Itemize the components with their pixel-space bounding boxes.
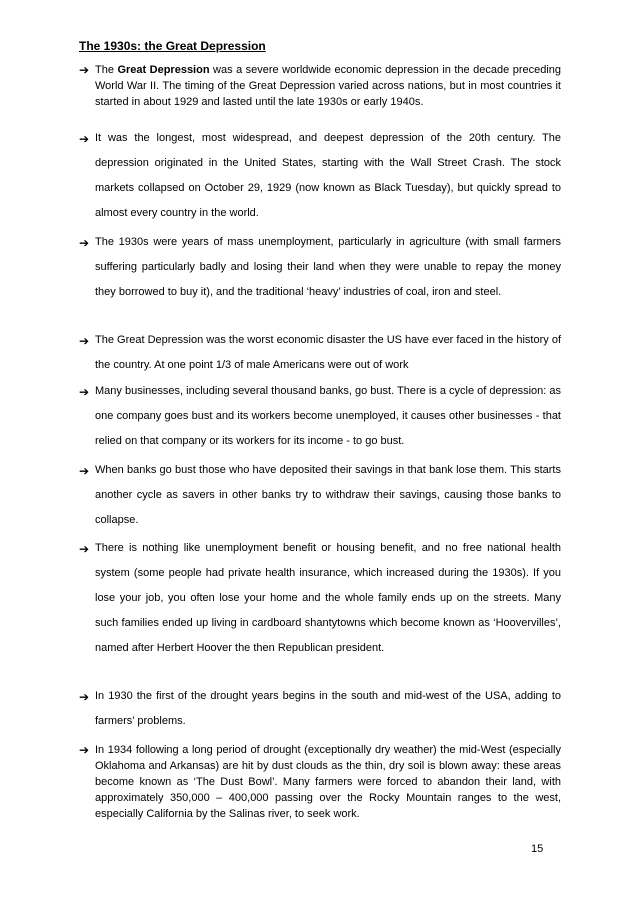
bold-term: Great Depression: [117, 64, 210, 76]
bullet-text: In 1930 the first of the drought years begins in the south and mid-west of the USA, adding to farmers’ problems.: [95, 690, 561, 727]
page-title: The 1930s: the Great Depression: [79, 39, 266, 53]
page-number: 15: [531, 843, 544, 855]
bullet-item-4: [79, 333, 561, 378]
bullet-item-2: [79, 131, 561, 226]
arrow-icon: ➔: [79, 132, 90, 146]
bullet-text: The 1930s were years of mass unemployment, particularly in agriculture (with small farmers suffering particularly badly and losing their land when they were unable to repay the money they borrowed to buy it), and the traditional ‘heavy’ industries of coal, iron and steel.: [95, 236, 561, 298]
arrow-icon: ➔: [79, 542, 90, 556]
bullet-item-1: [79, 62, 561, 110]
bullet-text: The Great Depression was the worst economic disaster the US have ever faced in the history of the country. At one point 1/3 of male Americans were out of work: [95, 334, 561, 371]
arrow-icon: ➔: [79, 464, 90, 478]
bullet-item-3: [79, 235, 561, 305]
bullet-text: Many businesses, including several thousand banks, go bust. There is a cycle of depression: as one company goes bust and its workers become unemployed, it causes other businesses - that relied on that company or its workers for its income - to go bust.: [95, 385, 561, 447]
bullet-text: There is nothing like unemployment benefit or housing benefit, and no free national health system (some people had private health insurance, which increased during the 1930s). If you lose your job, you often lose your home and the whole family ends up on the streets. Many such families ended up living in cardboard shantytowns which become known as ‘Hoovervilles’, named after Herbert Hoover the then Republican president.: [95, 542, 561, 654]
arrow-icon: ➔: [79, 743, 90, 757]
bullet-item-9: [79, 742, 561, 822]
arrow-icon: ➔: [79, 236, 90, 250]
bullet-text: It was the longest, most widespread, and deepest depression of the 20th century. The depression originated in the United States, starting with the Wall Street Crash. The stock markets collapsed on October 29, 1929 (now known as Black Tuesday), but quickly spread to almost every country in the world.: [95, 132, 561, 219]
bullet-text: The Great Depression was a severe worldwide economic depression in the decade preceding World War II. The timing of the Great Depression varied across nations, but in most countries it started in about 1929 and lasted until the late 1930s or early 1940s.: [95, 64, 562, 108]
bullet-item-6: [79, 463, 561, 533]
bullet-item-8: [79, 689, 561, 734]
arrow-icon: ➔: [79, 63, 90, 77]
bullet-item-7: [79, 541, 561, 661]
arrow-icon: ➔: [79, 690, 90, 704]
bullet-text: In 1934 following a long period of drought (exceptionally dry weather) the mid-West (especially Oklahoma and Arkansas) are hit by dust clouds as the thin, dry soil is blown away: these areas become known as ‘The Dust Bowl’. Many farmers were forced to abandon their land, with approximately 350,000 – 400,000 passing over the Rocky Mountain ranges to the west, especially California by the Salinas river, to seek work.: [95, 744, 561, 820]
arrow-icon: ➔: [79, 334, 90, 348]
bullet-item-5: [79, 384, 561, 454]
bullet-text: When banks go bust those who have deposited their savings in that bank lose them. This starts another cycle as savers in other banks try to withdraw their savings, causing those banks to collapse.: [95, 464, 561, 526]
arrow-icon: ➔: [79, 385, 90, 399]
